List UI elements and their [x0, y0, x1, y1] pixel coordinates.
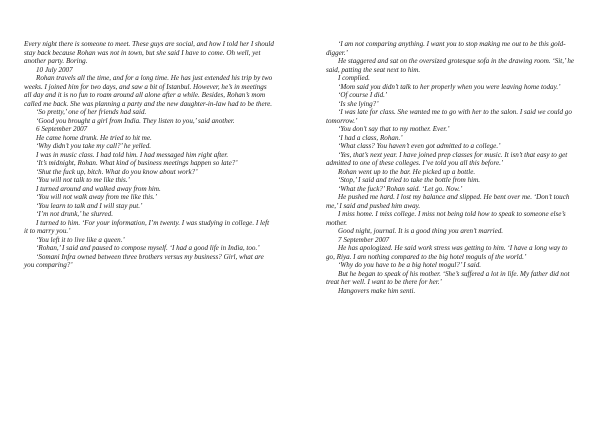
- paragraph: I turned around and walked away from him.: [36, 184, 161, 193]
- paragraph: Every night there is someone to meet. These guys are social, and how I told her I should stay back because Rohan was not in town, but she said I have to come. Oh well, yet another party. Boring.: [24, 40, 274, 65]
- paragraph: 7 September 2007: [338, 235, 390, 244]
- paragraph: ‘You left it to live like a queen.’: [36, 235, 125, 244]
- paragraph: ‘I had a class, Rohan.’: [338, 133, 403, 142]
- paragraph: He has apologized. He said work stress was getting to him. ‘I have a long way to go, Riya. I am nothing compared to the big hotel moguls of the world.’: [326, 244, 568, 261]
- paragraph: Rohan travels all the time, and for a long time. He has just extended his trip by two weeks. I joined him for two days, and saw a bit of Istanbul. However, he’s in meetings all day and it is no fun to roam around all alone after a while. Besides, Rohan’s mom called me back. She was planning a party and the new daughter-in-law had to be there.: [24, 74, 273, 108]
- paragraph: I complied.: [338, 74, 370, 82]
- paragraph: ‘I was late for class. She wanted me to go with her to the salon. I said we could go tomorrow.’: [326, 108, 572, 125]
- paragraph: ‘Of course I did.’: [338, 91, 388, 99]
- paragraph: I was in music class. I had told him. I had messaged him right after.: [36, 150, 229, 159]
- paragraph: ‘You will not talk to me like this.’: [36, 176, 130, 184]
- right-page: [326, 40, 576, 295]
- paragraph: ‘Good you brought a girl from India. They listen to you,’ said another.: [36, 116, 235, 125]
- paragraph: ‘Yes, that’s next year. I have joined prep classes for music. It isn’t that easy to get admitted to one of these colleges. I’ve told you all this before.’: [326, 150, 568, 167]
- paragraph: ‘You learn to talk and I will stay put.’: [36, 201, 143, 210]
- paragraph: ‘It’s midnight, Rohan. What kind of business meetings happen so late?’: [36, 159, 238, 167]
- paragraph: ‘Shut the fuck up, bitch. What do you know about work?’: [36, 167, 198, 176]
- paragraph: ‘I am not comparing anything. I want you to stop making me out to be this gold-digger.’: [326, 40, 566, 57]
- paragraph: ‘Is she lying?’: [338, 99, 379, 108]
- paragraph: ‘Somani Infra owned between three brothers versus my business? Girl, what are you comparing?’: [24, 252, 264, 269]
- paragraph: He pushed me hard. I lost my balance and slipped. He bent over me. ‘Don’t touch me,’ I said and pushed him away.: [326, 193, 570, 210]
- paragraph: ‘Rohan,’ I said and paused to compose myself. ‘I had a good life in India, too.’: [36, 244, 260, 252]
- left-page: [24, 40, 274, 270]
- paragraph: ‘Why do you have to be a big hotel mogul?’ I said.: [338, 261, 482, 269]
- paragraph: 6 September 2007: [36, 125, 88, 133]
- paragraph: ‘Stop,’ I said and tried to take the bottle from him.: [338, 176, 480, 184]
- paragraph: ‘Mom said you didn’t talk to her properly when you were leaving home today.’: [338, 82, 561, 91]
- paragraph: ‘What the fuck?’ Rohan said. ‘Let go. Now.’: [338, 184, 463, 193]
- paragraph: ‘What class? You haven’t even got admitted to a college.’: [338, 142, 501, 150]
- paragraph: ‘You don’t say that to my mother. Ever.’: [338, 125, 450, 133]
- paragraph: ‘So pretty,’ one of her friends had said.: [36, 108, 147, 116]
- paragraph: I turned to him. ‘For your information, I’m twenty. I was studying in college. I left it to marry you.’: [24, 218, 270, 235]
- paragraph: But he began to speak of his mother. ‘She’s suffered a lot in life. My father did not treat her well. I want to be there for her.’: [326, 269, 570, 286]
- paragraph: ‘I’m not drunk,’ he slurred.: [36, 210, 113, 218]
- paragraph: 10 July 2007: [36, 65, 73, 74]
- paragraph: He staggered and sat on the oversized grotesque sofa in the drawing room. ‘Sit,’ he said, patting the seat next to him.: [326, 57, 575, 74]
- paragraph: ‘You will not walk away from me like this.’: [36, 193, 158, 201]
- paragraph: Rohan went up to the bar. He picked up a bottle.: [338, 167, 476, 176]
- paragraph: Hangovers make him senti.: [338, 286, 416, 295]
- paragraph: He came home drunk. He tried to hit me.: [36, 133, 152, 142]
- paragraph: ‘Why didn’t you take my call?’ he yelled.: [36, 142, 152, 150]
- paragraph: Good night, journal. It is a good thing you aren’t married.: [338, 227, 504, 235]
- paragraph: I miss home. I miss college. I miss not being told how to speak to someone else’s mother.: [326, 210, 566, 227]
